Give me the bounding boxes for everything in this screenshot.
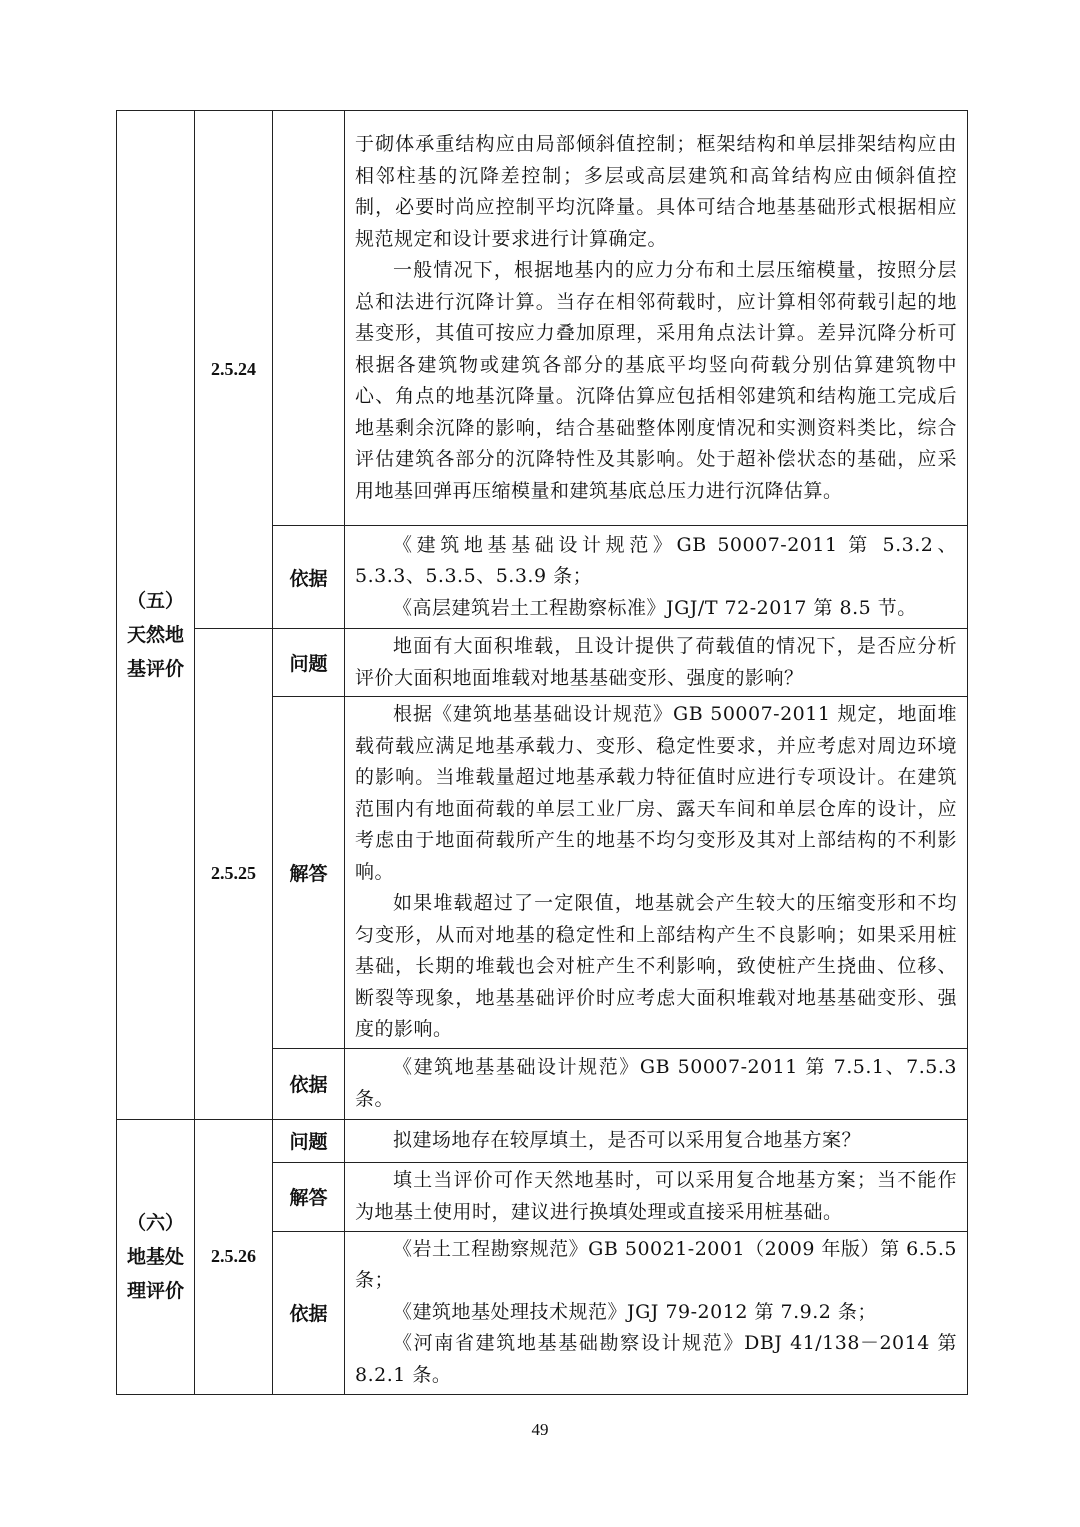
basis-text-2525	[345, 1048, 968, 1119]
answer-text-2525	[345, 697, 968, 1049]
basis-label-2526: 依据	[273, 1231, 345, 1394]
question-text-2525	[345, 629, 968, 697]
answer-label-2525: 解答	[273, 697, 345, 1049]
row-2525-question	[117, 629, 968, 697]
basis-2526-p1: 《岩土工程勘察规范》GB 50021-2001（2009 年版）第 6.5.5 条；	[355, 1237, 957, 1292]
item-number-2526: 2.5.26	[195, 1119, 273, 1394]
basis-2526-p2: 《建筑地基处理技术规范》JGJ 79-2012 第 7.9.2 条；	[393, 1300, 877, 1323]
basis-2524-p1: 《建筑地基基础设计规范》GB 50007-2011 第 5.3.2、5.3.3、5.3.5、5.3.9 条；	[355, 533, 957, 588]
category-label-line3: 理评价	[126, 1279, 184, 1302]
category-label-line3: 基评价	[126, 657, 184, 680]
label-cell-blank	[273, 111, 345, 526]
document-table	[116, 110, 968, 1395]
basis-label-2525: 依据	[273, 1048, 345, 1119]
question-2526: 拟建场地存在较厚填土，是否可以采用复合地基方案？	[393, 1128, 862, 1151]
page-number: 49	[531, 1420, 549, 1439]
category-cell-5	[117, 111, 195, 1120]
basis-2524-p2: 《高层建筑岩土工程勘察标准》JGJ/T 72-2017 第 8.5 节。	[393, 596, 917, 619]
answer-2525-p1: 根据《建筑地基基础设计规范》GB 50007-2011 规定，地面堆载荷载应满足地基承载力、变形、稳定性要求，并应考虑对周边环境的影响。当堆载量超过地基承载力特征值时应进行专项设计。在建筑范围内有地面荷载的单层工业厂房、露天车间和单层仓库的设计，应考虑由于地面荷载所产生的地基不均匀变形及其对上部结构的不利影响。	[355, 703, 957, 883]
answer-2524-p2: 一般情况下，根据地基内的应力分布和土层压缩模量，按照分层总和法进行沉降计算。当存在相邻荷载时，应计算相邻荷载引起的地基变形，其值可按应力叠加原理，采用角点法计算。差异沉降分析可根据各建筑物或建筑各部分的基底平均竖向荷载分别估算建筑物中心、角点的地基沉降量。沉降估算应包括相邻建筑和结构施工完成后地基剩余沉降的影响，结合基础整体刚度情况和实测资料类比，综合评估建筑各部分的沉降特性及其影响。处于超补偿状态的基础，应采用地基回弹再压缩模量和建筑基底总压力进行沉降估算。	[355, 259, 957, 502]
answer-2525-p2: 如果堆载超过了一定限值，地基就会产生较大的压缩变形和不均匀变形，从而对地基的稳定性和上部结构产生不良影响；如果采用桩基础，长期的堆载也会对桩产生不利影响，致使桩产生挠曲、位移、断裂等现象，地基基础评价时应考虑大面积堆载对地基基础变形、强度的影响。	[355, 892, 957, 1040]
answer-text-2524	[345, 111, 968, 526]
answer-2524-p1: 于砌体承重结构应由局部倾斜值控制；框架结构和单层排架结构应由相邻柱基的沉降差控制；多层或高层建筑和高耸结构应由倾斜值控制，必要时尚应控制平均沉降量。具体可结合地基基础形式根据相应规范规定和设计要求进行计算确定。	[355, 133, 957, 250]
question-label-2526: 问题	[273, 1119, 345, 1162]
category-cell-6	[117, 1119, 195, 1394]
question-2525: 地面有大面积堆载，且设计提供了荷载值的情况下，是否应分析评价大面积地面堆载对地基基础变形、强度的影响？	[355, 635, 957, 689]
row-2524-answer	[117, 111, 968, 526]
question-text-2526	[345, 1119, 968, 1162]
category-label-line2: 天然地	[126, 623, 184, 646]
question-label-2525: 问题	[273, 629, 345, 697]
basis-2525-p1: 《建筑地基基础设计规范》GB 50007-2011 第 7.5.1、7.5.3 条。	[355, 1056, 957, 1110]
item-number-2525: 2.5.25	[195, 629, 273, 1120]
answer-2526: 填土当评价可作天然地基时，可以采用复合地基方案；当不能作为地基土使用时，建议进行换填处理或直接采用桩基础。	[355, 1169, 957, 1223]
basis-2526-p3: 《河南省建筑地基基础勘察设计规范》DBJ 41/138－2014 第 8.2.1 条。	[355, 1332, 957, 1386]
basis-text-2524	[345, 526, 968, 629]
answer-text-2526	[345, 1162, 968, 1231]
category-label-line2: 地基处	[126, 1245, 184, 1268]
basis-text-2526	[345, 1231, 968, 1394]
item-number-2524: 2.5.24	[195, 111, 273, 629]
answer-label-2526: 解答	[273, 1162, 345, 1231]
basis-label-2524: 依据	[273, 526, 345, 629]
category-label-line1: （五）	[126, 589, 184, 612]
category-label-line1: （六）	[126, 1211, 184, 1234]
row-2526-question	[117, 1119, 968, 1162]
